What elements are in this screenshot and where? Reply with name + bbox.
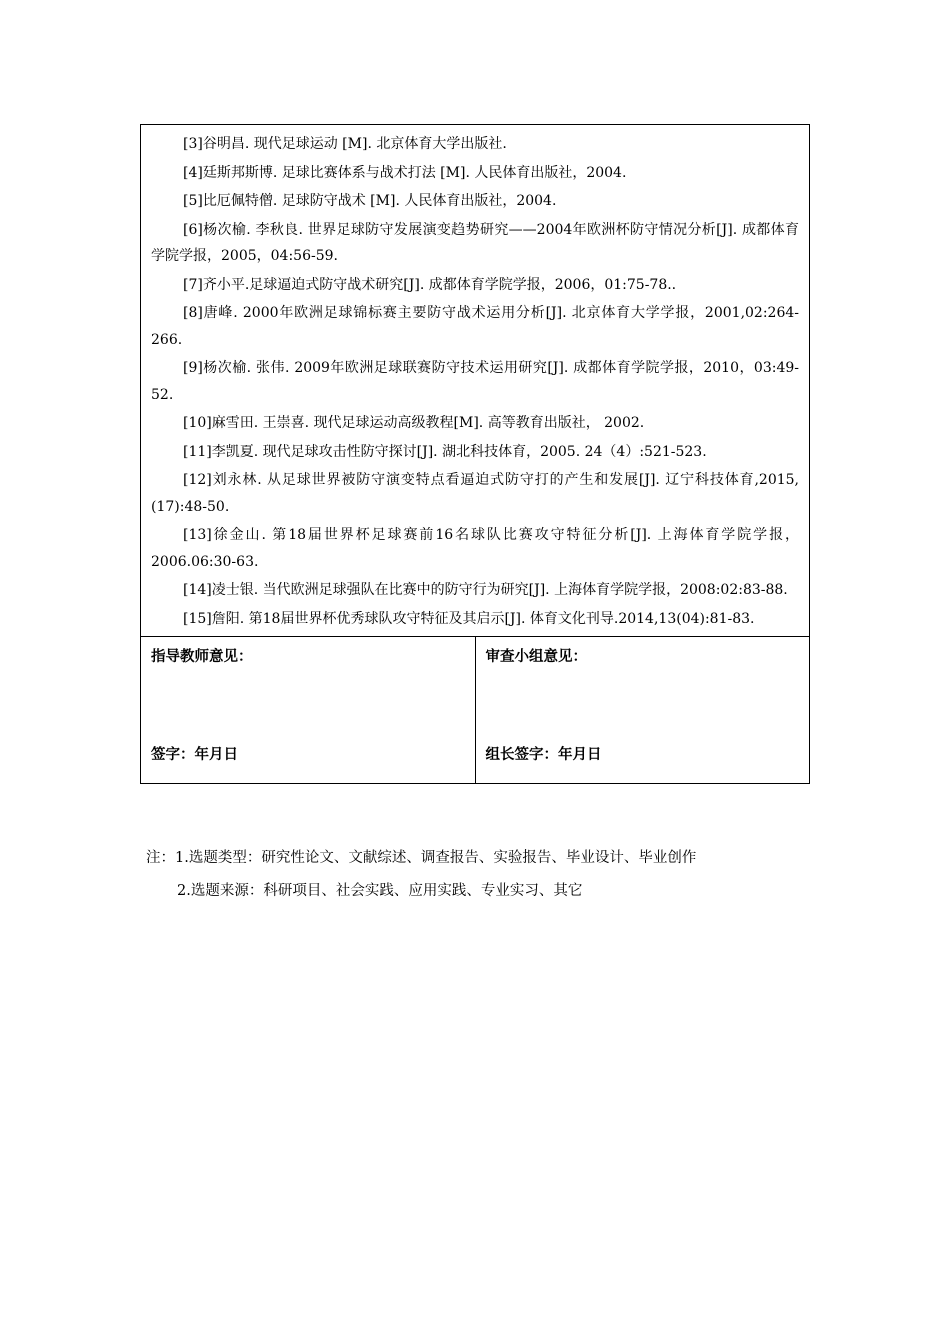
- reference-item: [12]刘永林. 从足球世界被防守演变特点看逼迫式防守打的产生和发展[J]. 辽宁科技体育,2015,(17):48-50.: [151, 472, 799, 515]
- form-table: [140, 124, 810, 784]
- reference-list: [141, 125, 809, 636]
- review-opinion-title: 审查小组意见：: [485, 649, 587, 665]
- reference-item: [14]凌士银. 当代欧洲足球强队在比赛中的防守行为研究[J]. 上海体育学院学报，2008:02:83-88.: [183, 582, 788, 598]
- advisor-opinion-cell[interactable]: [141, 637, 475, 783]
- reference-item: [10]麻雪田. 王崇喜. 现代足球运动高级教程[M]. 高等教育出版社， 2002.: [183, 415, 645, 431]
- reference-item: [9]杨次榆. 张伟. 2009年欧洲足球联赛防守技术运用研究[J]. 成都体育学院学报，2010，03:49-52.: [151, 360, 799, 403]
- reference-item: [4]廷斯邦斯博. 足球比赛体系与战术打法 [M]. 人民体育出版社，2004.: [183, 164, 627, 181]
- note-topic-source: 2.选题来源：科研项目、社会实践、应用实践、专业实习、其它: [177, 883, 583, 899]
- reference-item: [8]唐峰. 2000年欧洲足球锦标赛主要防守战术运用分析[J]. 北京体育大学学报，2001,02:264-266.: [151, 305, 799, 348]
- reference-item: [5]比厄佩特僧. 足球防守战术 [M]. 人民体育出版社，2004.: [183, 193, 557, 209]
- footnotes: [146, 845, 696, 911]
- opinion-row: [141, 636, 809, 783]
- reference-item: [3]谷明昌. 现代足球运动 [M]. 北京体育大学出版社.: [183, 136, 507, 152]
- reference-item: [6]杨次榆. 李秋良. 世界足球防守发展演变趋势研究——2004年欧洲杯防守情况分析[J]. 成都体育学院学报，2005，04:56-59.: [151, 221, 799, 264]
- advisor-opinion-title: 指导教师意见：: [151, 649, 253, 665]
- review-signature-line: 组长签字：年月日: [485, 747, 602, 763]
- reference-item: [15]詹阳. 第18届世界杯优秀球队攻守特征及其启示[J]. 体育文化刊导.2014,13(04):81-83.: [183, 610, 755, 627]
- reference-item: [7]齐小平.足球逼迫式防守战术研究[J]. 成都体育学院学报，2006，01:75-78..: [183, 276, 677, 293]
- note-topic-type: 注：1.选题类型：研究性论文、文献综述、调查报告、实验报告、毕业设计、毕业创作: [146, 850, 697, 866]
- review-opinion-cell[interactable]: [475, 637, 810, 783]
- reference-item: [11]李凯夏. 现代足球攻击性防守探讨[J]. 湖北科技体育，2005. 24（4）:521-523.: [183, 443, 707, 460]
- advisor-signature-line: 签字：年月日: [151, 747, 238, 763]
- reference-item: [13]徐金山. 第18届世界杯足球赛前16名球队比赛攻守特征分析[J]. 上海体育学院学报， 2006.06:30-63.: [151, 527, 799, 570]
